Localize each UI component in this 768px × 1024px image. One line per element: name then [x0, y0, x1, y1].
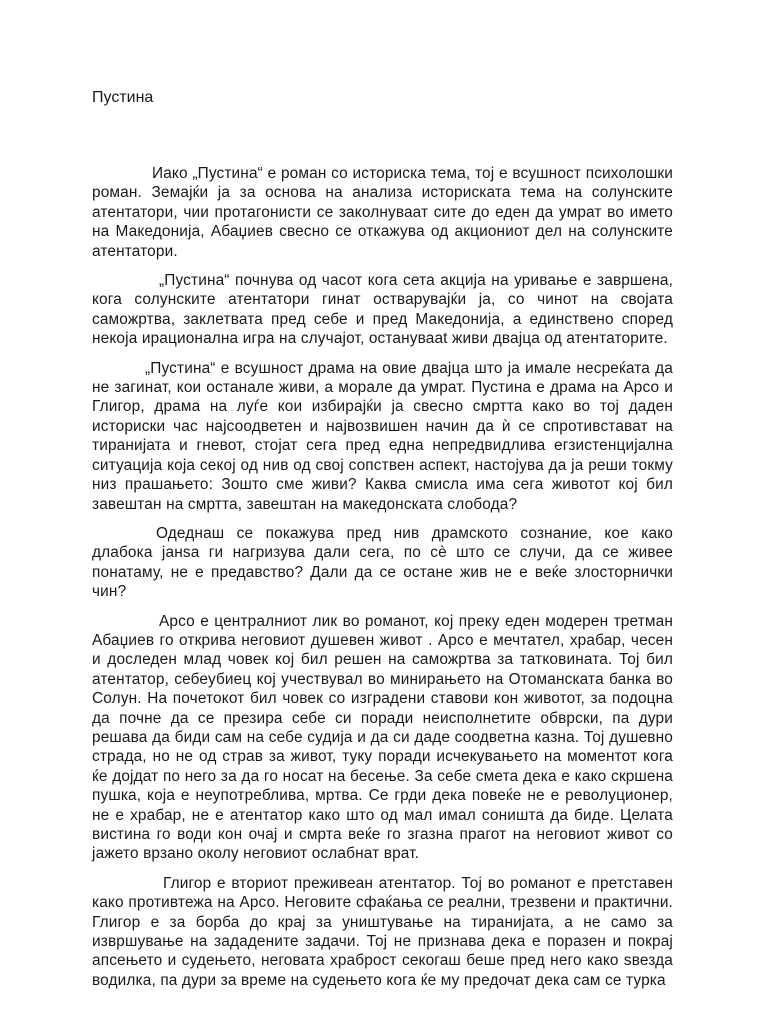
paragraph-drama: „Пустина“ е всушност драма на овие двајца што ја имале несреќата да не загинат, кои останале живи, а морале да умрат. Пустина е драма на Арсо и Глигор, драма на луѓе кои избирајќи ја свесно смртта како во тој даден историски час најсоодветен и највозвишен начин да ѝ се спротивстават на тиранијата и гневот, стојат сега пред една непредвидлива егзистенцијална ситуација која секој од нив од свој сопствен аспект, настојува да ја реши токму низ прашањето: Зошто сме живи? Каква смисла има сега животот кој бил завештан на смртта, завештан на македонската слобода? — [92, 359, 673, 513]
paragraph-beginning: „Пустина“ почнува од часот кога сета акција на уривање е завршена, кога солунските атентатори гинат остварувајќи ја, со чинот на својата саможртва, заклетвата пред себе и пред Македонија, а единствено според некоја ирационална игра на случајот, останувааt живи двајца од атентаторите. — [92, 272, 673, 348]
paragraph-intro: Иако „Пустина“ е роман со историска тема, тој е всушност психолошки роман. Земајќи ја за основа на анализа историската тема на солунските атентатори, чии протагонисти се заколнуваат сите до еден да умрат во името на Македонија, Абаџиев свесно се откажува од акциониот дел на солунските атентатори. — [92, 165, 673, 260]
paragraph-gligor: Глигор е вториот преживеан атентатор. Тој во романот е претставен како противтежа на Арсо. Неговите сфаќања се реални, трезвени и практични. Глигор е за борба до крај за уништување на тиранијата, а не само за извршување на зададените задачи. Тој не признава дека е поразен и покрај апсењето и судењето, неговата храброст секогаш беше пред него како ѕвезда водилка, па дури за време на судењето кога ќе му предочат дека сам се турка — [92, 874, 673, 989]
document-body — [92, 164, 673, 1000]
paragraph-arso: Арсо е централниот лик во романот, кој преку еден модерен третман Абаџиев го открива неговиот душевен живот . Арсо е мечтател, храбар, чесен и доследен млад човек кој бил решен на саможртва за татковината. Тој бил атентатор, себеубиец кој учествувал во минирањето на Отоманската банка во Солун. На почетокот бил човек со изградени ставови кон животот, за подоцна да почне да се презира себе си поради неисполнетите обврски, па дури решава да биди сам на себе судија и да си даде соодветна казна. Тој душевно страда, но не од страв за живот, туку поради исчекувањето на моментот кога ќе дојдат по него за да го носат на бесење. За себе смета дека е како скршена пушка, која е неупотреблива, мртва. Се грди дека повеќе не е револуционер, не е храбар, не е атентатор како што од мал имал соништа да биде. Целата вистина го води кон очај и смрта веќе го згазна прагот на неговиот живот со јажето врзано околу неговиот ослабнат врат. — [92, 612, 673, 863]
paragraph-realization: Одеднаш се покажува пред нив драмското сознание, кое како длабока јанѕа ги нагризува дали сега, по сè што се случи, да се живее понатаму, не е предавство? Дали да се остане жив не е веќе злосторнички чин? — [92, 524, 673, 601]
document-title: Пустина — [92, 89, 154, 106]
